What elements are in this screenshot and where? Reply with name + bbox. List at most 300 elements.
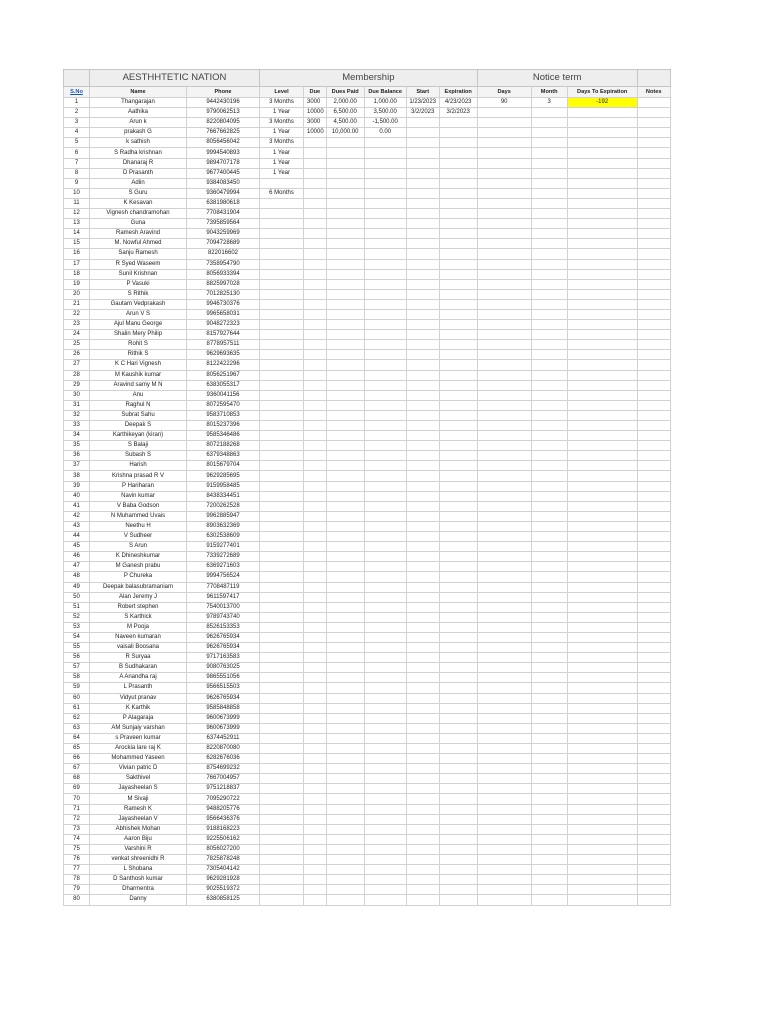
- cell-dues-paid[interactable]: [326, 713, 364, 723]
- cell-start[interactable]: [406, 592, 439, 602]
- cell-days[interactable]: [477, 683, 531, 693]
- cell-notes[interactable]: [637, 834, 670, 844]
- header-month[interactable]: Month: [531, 87, 567, 98]
- cell-month[interactable]: [531, 552, 567, 562]
- cell-expiration[interactable]: [439, 370, 477, 380]
- cell-start[interactable]: [406, 471, 439, 481]
- cell-dues-paid[interactable]: [326, 441, 364, 451]
- cell-days[interactable]: [477, 572, 531, 582]
- cell-due[interactable]: [304, 350, 327, 360]
- cell-month[interactable]: [531, 128, 567, 138]
- cell-due-balance[interactable]: 3,500.00: [364, 108, 406, 118]
- cell-start[interactable]: [406, 875, 439, 885]
- brand-title[interactable]: AESTHHTETIC NATION: [90, 70, 260, 87]
- cell-start[interactable]: [406, 309, 439, 319]
- cell-name[interactable]: R Suryaa: [90, 653, 187, 663]
- cell-sno[interactable]: 29: [64, 380, 90, 390]
- cell-due[interactable]: [304, 713, 327, 723]
- cell-dues-paid[interactable]: [326, 794, 364, 804]
- cell-due-balance[interactable]: [364, 572, 406, 582]
- cell-due[interactable]: [304, 451, 327, 461]
- cell-phone[interactable]: 7200262528: [187, 501, 260, 511]
- cell-due[interactable]: [304, 582, 327, 592]
- cell-expiration[interactable]: [439, 794, 477, 804]
- cell-name[interactable]: P Hariharan: [90, 481, 187, 491]
- cell-days[interactable]: [477, 299, 531, 309]
- cell-days[interactable]: [477, 259, 531, 269]
- cell-notes[interactable]: [637, 532, 670, 542]
- cell-month[interactable]: [531, 542, 567, 552]
- cell-dues-paid[interactable]: [326, 219, 364, 229]
- cell-notes[interactable]: [637, 693, 670, 703]
- cell-dues-paid[interactable]: [326, 330, 364, 340]
- cell-days[interactable]: [477, 713, 531, 723]
- cell-days-to-expiration[interactable]: [567, 481, 637, 491]
- cell-due[interactable]: [304, 764, 327, 774]
- cell-level[interactable]: [260, 441, 304, 451]
- cell-due[interactable]: [304, 683, 327, 693]
- cell-days-to-expiration[interactable]: [567, 360, 637, 370]
- cell-dues-paid[interactable]: [326, 542, 364, 552]
- cell-expiration[interactable]: [439, 683, 477, 693]
- cell-notes[interactable]: [637, 824, 670, 834]
- cell-days[interactable]: [477, 865, 531, 875]
- cell-notes[interactable]: [637, 380, 670, 390]
- cell-phone[interactable]: 6379348863: [187, 451, 260, 461]
- cell-notes[interactable]: [637, 98, 670, 108]
- cell-phone[interactable]: 9865551056: [187, 673, 260, 683]
- cell-notes[interactable]: [637, 108, 670, 118]
- cell-level[interactable]: [260, 390, 304, 400]
- cell-days[interactable]: [477, 269, 531, 279]
- cell-phone[interactable]: 8825997028: [187, 279, 260, 289]
- cell-level[interactable]: [260, 562, 304, 572]
- cell-days-to-expiration[interactable]: [567, 320, 637, 330]
- cell-level[interactable]: [260, 320, 304, 330]
- cell-days[interactable]: [477, 370, 531, 380]
- cell-month[interactable]: [531, 673, 567, 683]
- cell-dues-paid[interactable]: [326, 764, 364, 774]
- cell-expiration[interactable]: [439, 441, 477, 451]
- cell-notes[interactable]: [637, 451, 670, 461]
- cell-sno[interactable]: 7: [64, 158, 90, 168]
- cell-notes[interactable]: [637, 673, 670, 683]
- cell-days[interactable]: [477, 431, 531, 441]
- cell-due[interactable]: [304, 673, 327, 683]
- cell-notes[interactable]: [637, 622, 670, 632]
- cell-notes[interactable]: [637, 723, 670, 733]
- cell-notes[interactable]: [637, 865, 670, 875]
- cell-name[interactable]: Sunil Krishnan: [90, 269, 187, 279]
- cell-dues-paid[interactable]: [326, 663, 364, 673]
- cell-due[interactable]: [304, 653, 327, 663]
- cell-phone[interactable]: 6282676036: [187, 754, 260, 764]
- cell-days-to-expiration[interactable]: [567, 744, 637, 754]
- cell-due[interactable]: [304, 744, 327, 754]
- cell-start[interactable]: [406, 178, 439, 188]
- cell-expiration[interactable]: [439, 158, 477, 168]
- cell-due-balance[interactable]: [364, 723, 406, 733]
- cell-expiration[interactable]: [439, 764, 477, 774]
- cell-days-to-expiration[interactable]: [567, 804, 637, 814]
- cell-days[interactable]: [477, 330, 531, 340]
- cell-days-to-expiration[interactable]: [567, 491, 637, 501]
- cell-days-to-expiration[interactable]: [567, 683, 637, 693]
- cell-level[interactable]: [260, 673, 304, 683]
- cell-dues-paid[interactable]: [326, 249, 364, 259]
- cell-days[interactable]: [477, 511, 531, 521]
- cell-due-balance[interactable]: [364, 582, 406, 592]
- cell-notes[interactable]: [637, 713, 670, 723]
- cell-expiration[interactable]: [439, 390, 477, 400]
- cell-month[interactable]: [531, 259, 567, 269]
- cell-expiration[interactable]: [439, 471, 477, 481]
- cell-notes[interactable]: [637, 118, 670, 128]
- cell-sno[interactable]: 33: [64, 421, 90, 431]
- cell-notes[interactable]: [637, 158, 670, 168]
- cell-start[interactable]: [406, 410, 439, 420]
- cell-days[interactable]: [477, 118, 531, 128]
- cell-days-to-expiration[interactable]: [567, 885, 637, 895]
- cell-name[interactable]: Arockia lare raj K: [90, 744, 187, 754]
- cell-level[interactable]: 6 Months: [260, 188, 304, 198]
- cell-due-balance[interactable]: [364, 390, 406, 400]
- cell-phone[interactable]: 6374452911: [187, 733, 260, 743]
- cell-dues-paid[interactable]: [326, 602, 364, 612]
- cell-level[interactable]: [260, 360, 304, 370]
- cell-sno[interactable]: 31: [64, 400, 90, 410]
- cell-start[interactable]: [406, 723, 439, 733]
- cell-name[interactable]: Robert stephen: [90, 602, 187, 612]
- cell-start[interactable]: [406, 542, 439, 552]
- cell-name[interactable]: Krishna prasad R V: [90, 471, 187, 481]
- cell-month[interactable]: [531, 350, 567, 360]
- cell-dues-paid[interactable]: [326, 239, 364, 249]
- cell-start[interactable]: [406, 632, 439, 642]
- cell-phone[interactable]: 8438334451: [187, 491, 260, 501]
- cell-start[interactable]: [406, 249, 439, 259]
- cell-sno[interactable]: 62: [64, 713, 90, 723]
- cell-days-to-expiration[interactable]: [567, 229, 637, 239]
- cell-phone[interactable]: 8072595470: [187, 400, 260, 410]
- cell-sno[interactable]: 78: [64, 875, 90, 885]
- cell-days[interactable]: [477, 643, 531, 653]
- cell-notes[interactable]: [637, 754, 670, 764]
- cell-due-balance[interactable]: [364, 410, 406, 420]
- cell-due[interactable]: [304, 259, 327, 269]
- cell-sno[interactable]: 79: [64, 885, 90, 895]
- cell-notes[interactable]: [637, 643, 670, 653]
- cell-dues-paid[interactable]: [326, 703, 364, 713]
- cell-month[interactable]: [531, 834, 567, 844]
- cell-expiration[interactable]: [439, 118, 477, 128]
- cell-due[interactable]: [304, 723, 327, 733]
- cell-days[interactable]: [477, 461, 531, 471]
- cell-dues-paid[interactable]: [326, 158, 364, 168]
- cell-name[interactable]: Aaron Biju: [90, 834, 187, 844]
- cell-notes[interactable]: [637, 703, 670, 713]
- cell-name[interactable]: L Prasanth: [90, 683, 187, 693]
- cell-expiration[interactable]: [439, 138, 477, 148]
- cell-expiration[interactable]: [439, 844, 477, 854]
- cell-sno[interactable]: 8: [64, 168, 90, 178]
- cell-due[interactable]: 3000: [304, 118, 327, 128]
- cell-notes[interactable]: [637, 400, 670, 410]
- cell-phone[interactable]: 9360041156: [187, 390, 260, 400]
- header-days[interactable]: Days: [477, 87, 531, 98]
- cell-notes[interactable]: [637, 875, 670, 885]
- cell-dues-paid[interactable]: [326, 552, 364, 562]
- cell-month[interactable]: [531, 532, 567, 542]
- cell-due[interactable]: [304, 229, 327, 239]
- cell-notes[interactable]: [637, 390, 670, 400]
- cell-due-balance[interactable]: [364, 481, 406, 491]
- cell-dues-paid[interactable]: [326, 178, 364, 188]
- cell-days[interactable]: [477, 340, 531, 350]
- cell-start[interactable]: [406, 219, 439, 229]
- cell-dues-paid[interactable]: [326, 673, 364, 683]
- cell-due-balance[interactable]: [364, 552, 406, 562]
- notice-term-title[interactable]: Notice term: [477, 70, 637, 87]
- cell-dues-paid[interactable]: [326, 532, 364, 542]
- cell-days[interactable]: [477, 764, 531, 774]
- cell-start[interactable]: [406, 400, 439, 410]
- cell-expiration[interactable]: [439, 653, 477, 663]
- cell-expiration[interactable]: [439, 572, 477, 582]
- cell-dues-paid[interactable]: [326, 279, 364, 289]
- cell-level[interactable]: [260, 754, 304, 764]
- cell-days-to-expiration[interactable]: [567, 602, 637, 612]
- cell-name[interactable]: Aravind samy M N: [90, 380, 187, 390]
- cell-due-balance[interactable]: [364, 491, 406, 501]
- cell-month[interactable]: [531, 653, 567, 663]
- cell-phone[interactable]: 9159277401: [187, 542, 260, 552]
- cell-days[interactable]: [477, 723, 531, 733]
- cell-sno[interactable]: 48: [64, 572, 90, 582]
- cell-days[interactable]: [477, 632, 531, 642]
- cell-phone[interactable]: 7708487119: [187, 582, 260, 592]
- cell-month[interactable]: [531, 471, 567, 481]
- cell-sno[interactable]: 54: [64, 632, 90, 642]
- cell-due-balance[interactable]: [364, 824, 406, 834]
- cell-days[interactable]: [477, 390, 531, 400]
- cell-due[interactable]: [304, 885, 327, 895]
- cell-due-balance[interactable]: [364, 320, 406, 330]
- cell-expiration[interactable]: [439, 784, 477, 794]
- cell-due-balance[interactable]: [364, 602, 406, 612]
- cell-due[interactable]: [304, 592, 327, 602]
- cell-name[interactable]: R Syed Waseem: [90, 259, 187, 269]
- cell-sno[interactable]: 16: [64, 249, 90, 259]
- header-expiration[interactable]: Expiration: [439, 87, 477, 98]
- cell-dues-paid[interactable]: [326, 875, 364, 885]
- cell-phone[interactable]: 9048272323: [187, 320, 260, 330]
- cell-days-to-expiration[interactable]: [567, 794, 637, 804]
- cell-due[interactable]: [304, 733, 327, 743]
- header-due[interactable]: Due: [304, 87, 327, 98]
- cell-days[interactable]: [477, 521, 531, 531]
- cell-dues-paid[interactable]: [326, 622, 364, 632]
- cell-month[interactable]: [531, 431, 567, 441]
- cell-level[interactable]: [260, 410, 304, 420]
- cell-due[interactable]: [304, 521, 327, 531]
- cell-name[interactable]: S Balaji: [90, 441, 187, 451]
- cell-expiration[interactable]: [439, 400, 477, 410]
- cell-due[interactable]: [304, 299, 327, 309]
- cell-phone[interactable]: 8220804095: [187, 118, 260, 128]
- cell-expiration[interactable]: [439, 410, 477, 420]
- cell-month[interactable]: [531, 885, 567, 895]
- cell-name[interactable]: N Muhammed Uvais: [90, 511, 187, 521]
- cell-start[interactable]: [406, 885, 439, 895]
- cell-sno[interactable]: 45: [64, 542, 90, 552]
- cell-phone[interactable]: 7358954790: [187, 259, 260, 269]
- cell-notes[interactable]: [637, 279, 670, 289]
- cell-dues-paid[interactable]: [326, 511, 364, 521]
- cell-month[interactable]: [531, 703, 567, 713]
- cell-start[interactable]: [406, 390, 439, 400]
- cell-days[interactable]: [477, 410, 531, 420]
- cell-start[interactable]: [406, 774, 439, 784]
- cell-days-to-expiration[interactable]: [567, 118, 637, 128]
- cell-phone[interactable]: 7667004957: [187, 774, 260, 784]
- cell-dues-paid[interactable]: [326, 643, 364, 653]
- cell-days-to-expiration[interactable]: [567, 713, 637, 723]
- cell-days[interactable]: [477, 108, 531, 118]
- cell-start[interactable]: [406, 421, 439, 431]
- cell-days[interactable]: [477, 350, 531, 360]
- cell-expiration[interactable]: [439, 602, 477, 612]
- cell-start[interactable]: [406, 653, 439, 663]
- cell-name[interactable]: M Sivaji: [90, 794, 187, 804]
- cell-days-to-expiration[interactable]: [567, 178, 637, 188]
- cell-days-to-expiration[interactable]: [567, 249, 637, 259]
- cell-level[interactable]: [260, 784, 304, 794]
- cell-name[interactable]: K Kesavan: [90, 198, 187, 208]
- cell-month[interactable]: [531, 622, 567, 632]
- cell-due[interactable]: [304, 784, 327, 794]
- cell-due[interactable]: [304, 875, 327, 885]
- cell-expiration[interactable]: [439, 693, 477, 703]
- cell-level[interactable]: [260, 451, 304, 461]
- cell-dues-paid[interactable]: [326, 865, 364, 875]
- cell-sno[interactable]: 50: [64, 592, 90, 602]
- cell-month[interactable]: [531, 521, 567, 531]
- cell-notes[interactable]: [637, 744, 670, 754]
- cell-due-balance[interactable]: [364, 178, 406, 188]
- cell-start[interactable]: [406, 865, 439, 875]
- cell-phone[interactable]: 9360479994: [187, 188, 260, 198]
- cell-days[interactable]: [477, 138, 531, 148]
- cell-phone[interactable]: 9442430196: [187, 98, 260, 108]
- cell-days[interactable]: [477, 834, 531, 844]
- cell-start[interactable]: [406, 521, 439, 531]
- cell-due[interactable]: [304, 431, 327, 441]
- cell-due[interactable]: [304, 663, 327, 673]
- cell-level[interactable]: [260, 865, 304, 875]
- cell-phone[interactable]: 8056251967: [187, 370, 260, 380]
- cell-start[interactable]: [406, 713, 439, 723]
- cell-level[interactable]: [260, 572, 304, 582]
- cell-start[interactable]: [406, 320, 439, 330]
- cell-name[interactable]: V Baba Godson: [90, 501, 187, 511]
- cell-notes[interactable]: [637, 269, 670, 279]
- cell-days[interactable]: [477, 542, 531, 552]
- cell-due-balance[interactable]: [364, 501, 406, 511]
- cell-days-to-expiration[interactable]: [567, 198, 637, 208]
- cell-month[interactable]: [531, 279, 567, 289]
- cell-month[interactable]: [531, 632, 567, 642]
- cell-due[interactable]: [304, 148, 327, 158]
- cell-notes[interactable]: [637, 289, 670, 299]
- cell-days-to-expiration[interactable]: [567, 643, 637, 653]
- cell-month[interactable]: [531, 875, 567, 885]
- cell-start[interactable]: [406, 683, 439, 693]
- cell-level[interactable]: [260, 370, 304, 380]
- cell-name[interactable]: Adlin: [90, 178, 187, 188]
- cell-month[interactable]: [531, 713, 567, 723]
- cell-expiration[interactable]: [439, 299, 477, 309]
- cell-start[interactable]: [406, 239, 439, 249]
- cell-days[interactable]: [477, 188, 531, 198]
- cell-due[interactable]: [304, 168, 327, 178]
- cell-due-balance[interactable]: [364, 875, 406, 885]
- cell-month[interactable]: [531, 168, 567, 178]
- cell-sno[interactable]: 44: [64, 532, 90, 542]
- cell-name[interactable]: M Pooja: [90, 622, 187, 632]
- cell-due[interactable]: [304, 754, 327, 764]
- cell-days-to-expiration[interactable]: [567, 572, 637, 582]
- cell-sno[interactable]: 63: [64, 723, 90, 733]
- cell-due[interactable]: [304, 330, 327, 340]
- cell-due[interactable]: [304, 390, 327, 400]
- cell-expiration[interactable]: [439, 622, 477, 632]
- cell-name[interactable]: S Karthick: [90, 612, 187, 622]
- cell-due-balance[interactable]: -1,500.00: [364, 118, 406, 128]
- cell-phone[interactable]: 9611597417: [187, 592, 260, 602]
- cell-start[interactable]: [406, 350, 439, 360]
- cell-phone[interactable]: 7395859564: [187, 219, 260, 229]
- cell-level[interactable]: [260, 239, 304, 249]
- header-name[interactable]: Name: [90, 87, 187, 98]
- cell-expiration[interactable]: [439, 309, 477, 319]
- cell-sno[interactable]: 27: [64, 360, 90, 370]
- cell-notes[interactable]: [637, 572, 670, 582]
- cell-level[interactable]: [260, 804, 304, 814]
- cell-due-balance[interactable]: [364, 632, 406, 642]
- cell-days-to-expiration[interactable]: [567, 562, 637, 572]
- cell-notes[interactable]: [637, 663, 670, 673]
- cell-month[interactable]: [531, 269, 567, 279]
- cell-phone[interactable]: 9600673999: [187, 723, 260, 733]
- cell-days[interactable]: [477, 380, 531, 390]
- cell-due[interactable]: [304, 421, 327, 431]
- cell-level[interactable]: [260, 663, 304, 673]
- cell-days-to-expiration[interactable]: [567, 532, 637, 542]
- cell-due[interactable]: [304, 865, 327, 875]
- cell-days[interactable]: [477, 309, 531, 319]
- cell-dues-paid[interactable]: [326, 188, 364, 198]
- cell-dues-paid[interactable]: [326, 562, 364, 572]
- cell-expiration[interactable]: [439, 209, 477, 219]
- cell-due[interactable]: [304, 532, 327, 542]
- cell-name[interactable]: Ramesh K: [90, 804, 187, 814]
- cell-name[interactable]: Rohit S: [90, 340, 187, 350]
- cell-due-balance[interactable]: [364, 733, 406, 743]
- membership-title[interactable]: Membership: [260, 70, 478, 87]
- cell-level[interactable]: [260, 814, 304, 824]
- cell-days-to-expiration[interactable]: [567, 188, 637, 198]
